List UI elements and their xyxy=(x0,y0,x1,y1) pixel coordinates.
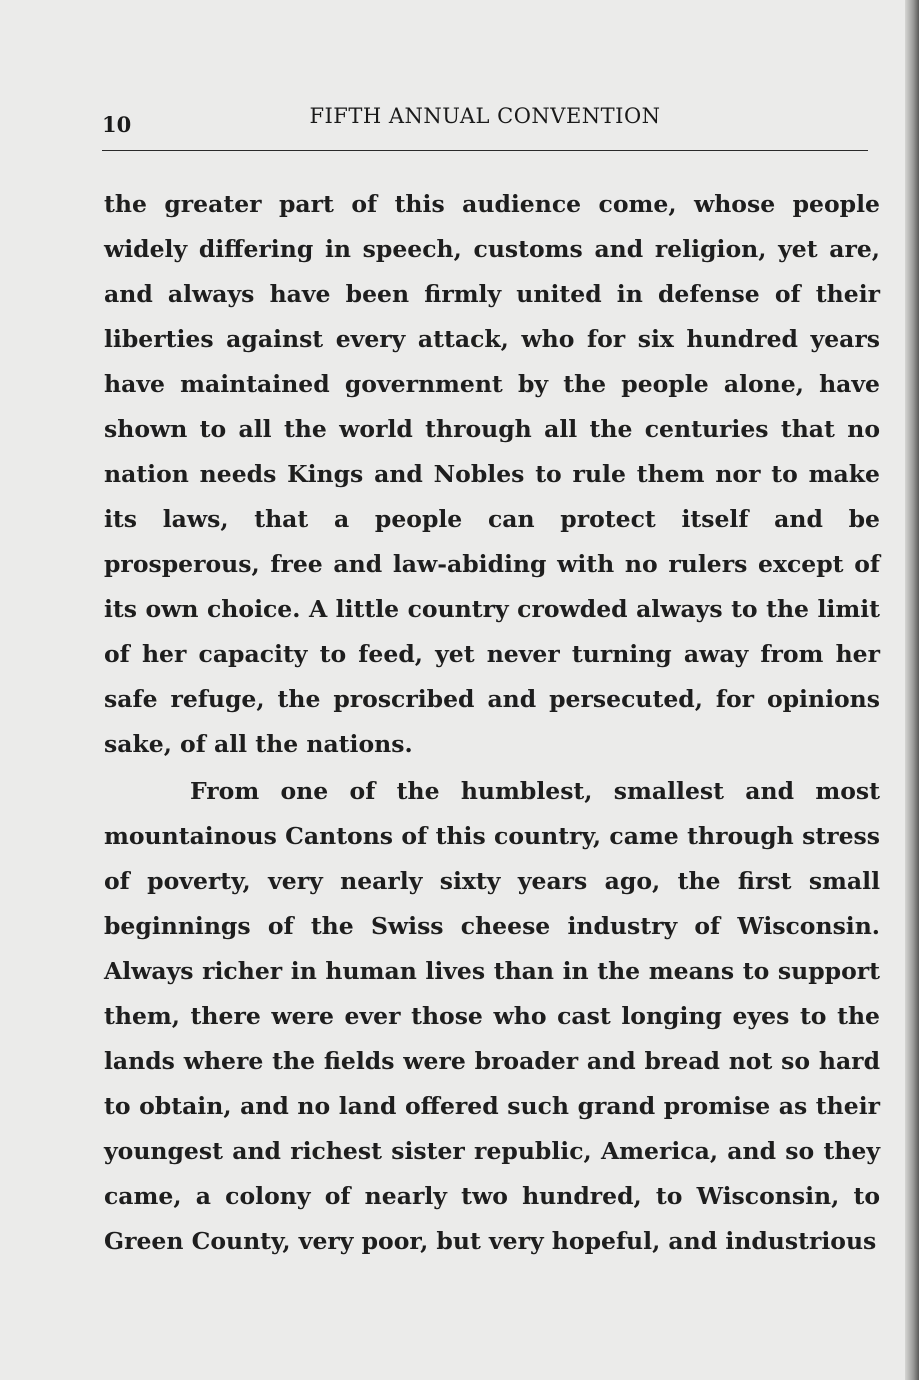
header-rule xyxy=(102,150,868,151)
paragraph-swiss-colony: From one of the humblest, smallest and most mountainous Cantons of this country, came through stress of poverty, very nearly sixty years ago, the first small beginnings of the Swiss cheese industry of Wisconsin. Always richer in human lives than in the means to support them, there were ever those who cast longing eyes to the lands where the fields were broader and bread not so hard to obtain, and no land offered such grand promise as their youngest and richest sister republic, America, and so they came, a colony of nearly two hundred, to Wisconsin, to Green County, very poor, but very hopeful, and industrious xyxy=(104,777,880,1255)
paragraph-continuation: the greater part of this audience come, whose people widely differing in speech, customs and religion, yet are, and always have been firmly united in defense of their liberties against every attack, who for six hundred years have maintained government by the people alone, have shown to all the world through all the centuries that no nation needs Kings and Nobles to rule them nor to make its laws, that a people can protect itself and be prosperous, free and law-abiding with no rulers except of its own choice. A little country crowded always to the limit of her capacity to feed, yet never turning away from her safe refuge, the proscribed and persecuted, for opinions sake, of all the nations. xyxy=(104,190,880,758)
running-head: FIFTH ANNUAL CONVENTION xyxy=(309,104,661,128)
body-text xyxy=(104,182,880,1264)
page-edge-shadow xyxy=(905,0,919,1380)
page-number: 10 xyxy=(102,112,132,137)
page-header xyxy=(102,102,868,142)
